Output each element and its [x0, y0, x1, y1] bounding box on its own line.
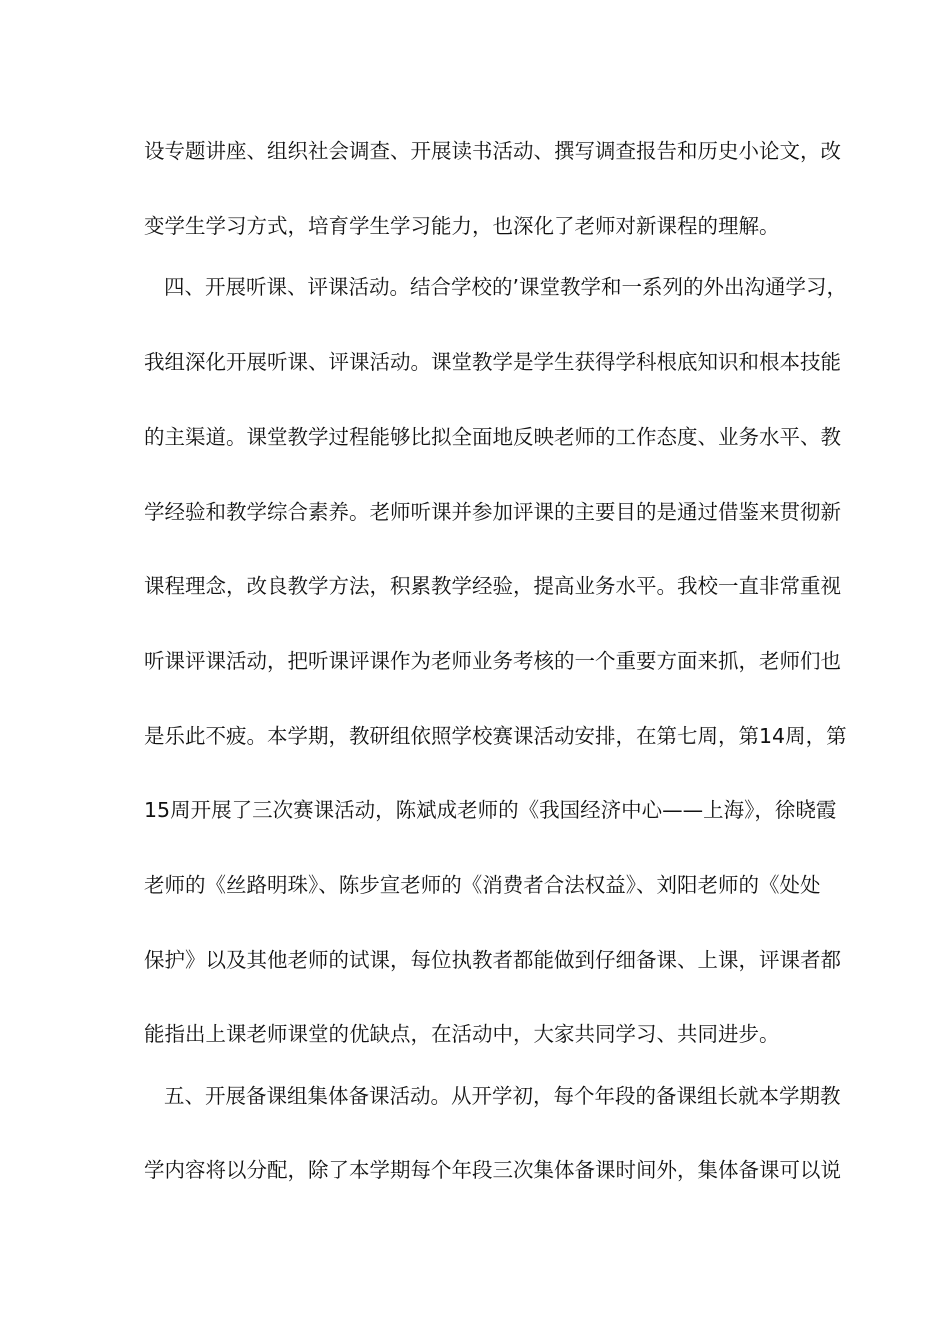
paragraph-line: 老师的《丝路明珠》、陈步宣老师的《消费者合法权益》、刘阳老师的《处处 — [144, 873, 821, 897]
paragraph-line: 学经验和教学综合素养。老师听课并参加评课的主要目的是通过借鉴来贯彻新 — [144, 500, 841, 524]
paragraph-line: 听课评课活动，把听课评课作为老师业务考核的一个重要方面来抓，老师们也 — [144, 649, 841, 673]
paragraph-line: 的主渠道。课堂教学过程能够比拟全面地反映老师的工作态度、业务水平、教 — [144, 425, 841, 449]
paragraph-line: 我组深化开展听课、评课活动。课堂教学是学生获得学科根底知识和根本技能 — [144, 350, 841, 374]
paragraph-line: 五、开展备课组集体备课活动。从开学初，每个年段的备课组长就本学期教 — [164, 1084, 841, 1108]
paragraph-line: 15周开展了三次赛课活动，陈斌成老师的《我国经济中心——上海》，徐晓霞 — [144, 798, 837, 822]
paragraph-line: 保护》以及其他老师的试课，每位执教者都能做到仔细备课、上课，评课者都 — [144, 948, 841, 972]
paragraph-line: 学内容将以分配，除了本学期每个年段三次集体备课时间外，集体备课可以说 — [144, 1158, 841, 1182]
paragraph-line: 能指出上课老师课堂的优缺点，在活动中，大家共同学习、共同进步。 — [144, 1022, 780, 1046]
paragraph-line: 是乐此不疲。本学期，教研组依照学校赛课活动安排，在第七周，第14周，第 — [144, 724, 847, 748]
paragraph-line: 课程理念，改良教学方法，积累教学经验，提高业务水平。我校一直非常重视 — [144, 574, 841, 598]
paragraph-line: 变学生学习方式，培育学生学习能力，也深化了老师对新课程的理解。 — [144, 214, 780, 238]
paragraph-line: 四、开展听课、评课活动。结合学校的’课堂教学和一系列的外出沟通学习， — [164, 275, 848, 299]
paragraph-line: 设专题讲座、组织社会调查、开展读书活动、撰写调查报告和历史小论文，改 — [144, 139, 841, 163]
